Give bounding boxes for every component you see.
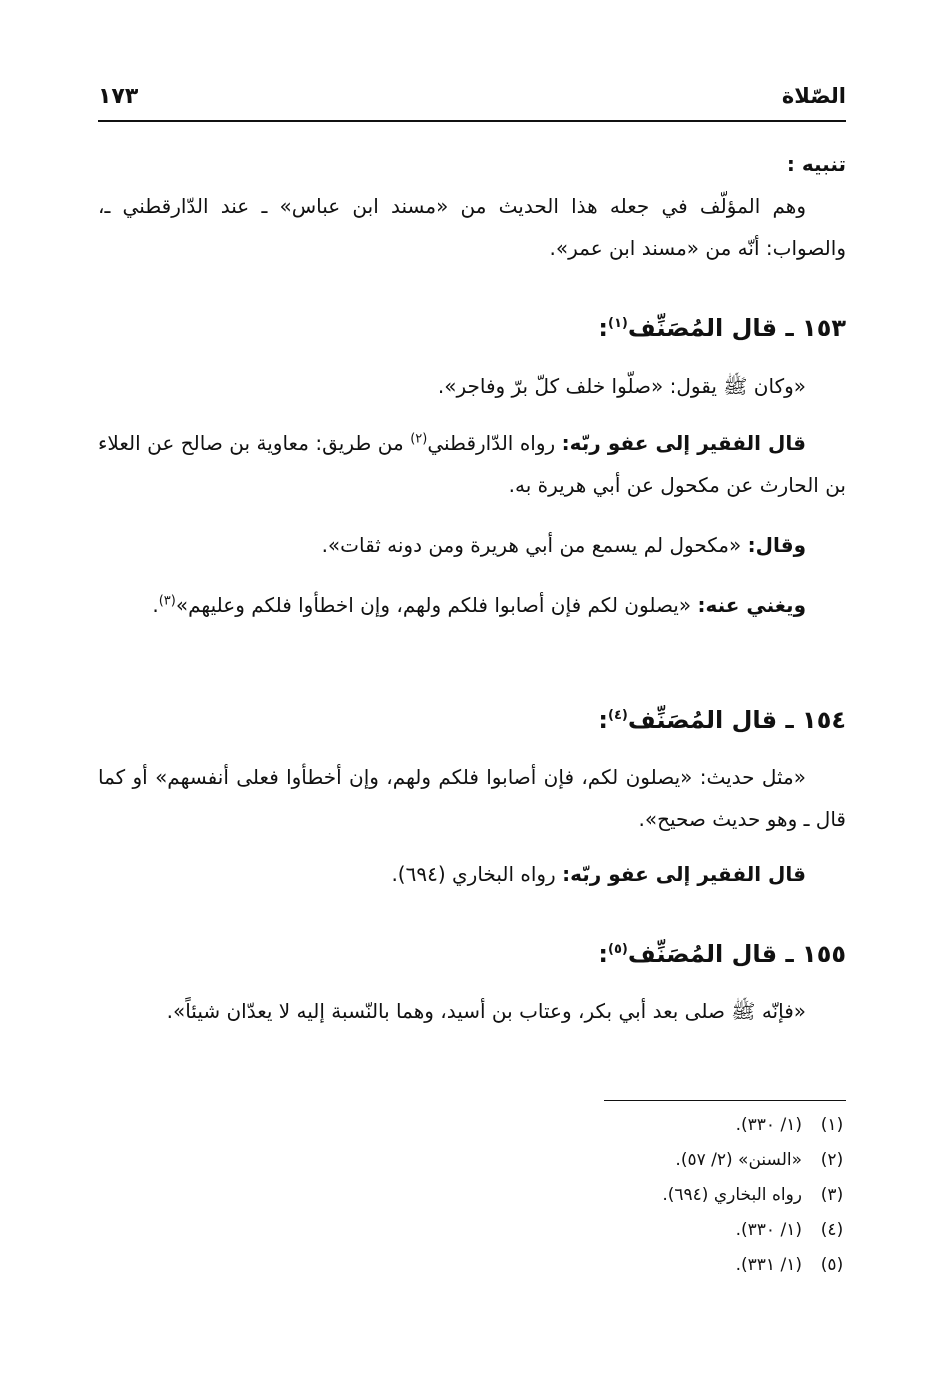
section-153-commentary <box>98 422 846 506</box>
section-154-quote <box>98 756 846 840</box>
quote-text: «وكان ﷺ يقول: «صلّوا خلف كلّ برّ وفاجر». <box>437 374 806 398</box>
book-page <box>98 0 846 1378</box>
commentary-paragraph: قال الفقير إلى عفو ربّه: رواه البخاري (٦٩٤). <box>391 862 806 886</box>
footnote-text: «السنن» (٢/ ٥٧). <box>675 1150 802 1170</box>
commentary-paragraph: وقال: «مكحول لم يسمع من أبي هريرة ومن دونه ثقات». <box>321 533 806 557</box>
footnote-number: (٣) <box>820 1185 844 1205</box>
footnote <box>98 1248 846 1283</box>
running-title: الصّلاة <box>781 84 846 108</box>
section-155 <box>98 934 846 974</box>
commentary-paragraph: ويغني عنه: «يصلون لكم فإن أصابوا فلكم ولهم، وإن اخطأوا فلكم وعليهم»$^{(٣)}$. <box>152 593 806 617</box>
section-153-alternative <box>98 584 846 626</box>
section-153-note <box>98 524 846 566</box>
section-heading: ١٥٥ ـ قال المُصَنِّف$^{(٥)}$: <box>598 940 846 968</box>
footnote-number: (٤) <box>820 1220 844 1240</box>
footnote-ref: (١) <box>608 316 628 331</box>
footnote-text: (١/ ٣٣٠). <box>735 1220 802 1240</box>
footnote-number: (٢) <box>820 1150 844 1170</box>
section-153-quote <box>98 365 846 407</box>
notice-title: تنبيه : <box>786 152 846 176</box>
quote-text: «مثل حديث: «يصلون لكم، فإن أصابوا فلكم ولهم، وإن أخطأوا فعلى أنفسهم» أو كما قال ـ وهو حديث صحيح». <box>98 765 846 831</box>
header-rule <box>98 120 846 122</box>
footnote-number: (٥) <box>820 1255 844 1275</box>
page-number: ١٧٣ <box>98 84 139 109</box>
footnote-ref: (٣) <box>158 593 176 609</box>
footnote-text: (١/ ٣٣٠). <box>735 1115 802 1135</box>
quote-text: «فإنّه ﷺ صلى بعد أبي بكر، وعتاب بن أسيد، وهما بالنّسبة إليه لا يعدّان شيئاً». <box>166 999 806 1023</box>
commentary-paragraph: قال الفقير إلى عفو ربّه: رواه الدّارقطني$^{(٢)}$ من طريق: معاوية بن صالح عن العلاء بن الحارث عن مكحول عن أبي هريرة به. <box>98 431 846 497</box>
section-154 <box>98 700 846 740</box>
footnote <box>98 1143 846 1178</box>
footnote-ref: (٥) <box>608 942 628 957</box>
footnote <box>98 1108 846 1143</box>
footnotes <box>98 1108 846 1283</box>
footnote-number: (١) <box>820 1115 844 1135</box>
footnote <box>98 1213 846 1248</box>
section-154-commentary <box>98 853 846 895</box>
section-heading: ١٥٣ ـ قال المُصَنِّف$^{(١)}$: <box>598 314 846 342</box>
section-155-quote <box>98 990 846 1032</box>
footnote-text: (١/ ٣٣١). <box>735 1255 802 1275</box>
footnote-separator <box>604 1100 846 1101</box>
notice-text: وهم المؤلّف في جعله هذا الحديث من «مسند ابن عباس» ـ عند الدّارقطني ـ، والصواب: أنّه من «مسند ابن عمر». <box>98 194 846 260</box>
page-header <box>98 84 846 118</box>
section-heading: ١٥٤ ـ قال المُصَنِّف$^{(٤)}$: <box>598 706 846 734</box>
section-153 <box>98 308 846 348</box>
footnote-ref: (٢) <box>410 431 428 447</box>
footnote <box>98 1178 846 1213</box>
footnote-text: رواه البخاري (٦٩٤). <box>662 1185 802 1205</box>
footnote-ref: (٤) <box>608 708 628 723</box>
notice-block <box>98 143 846 269</box>
